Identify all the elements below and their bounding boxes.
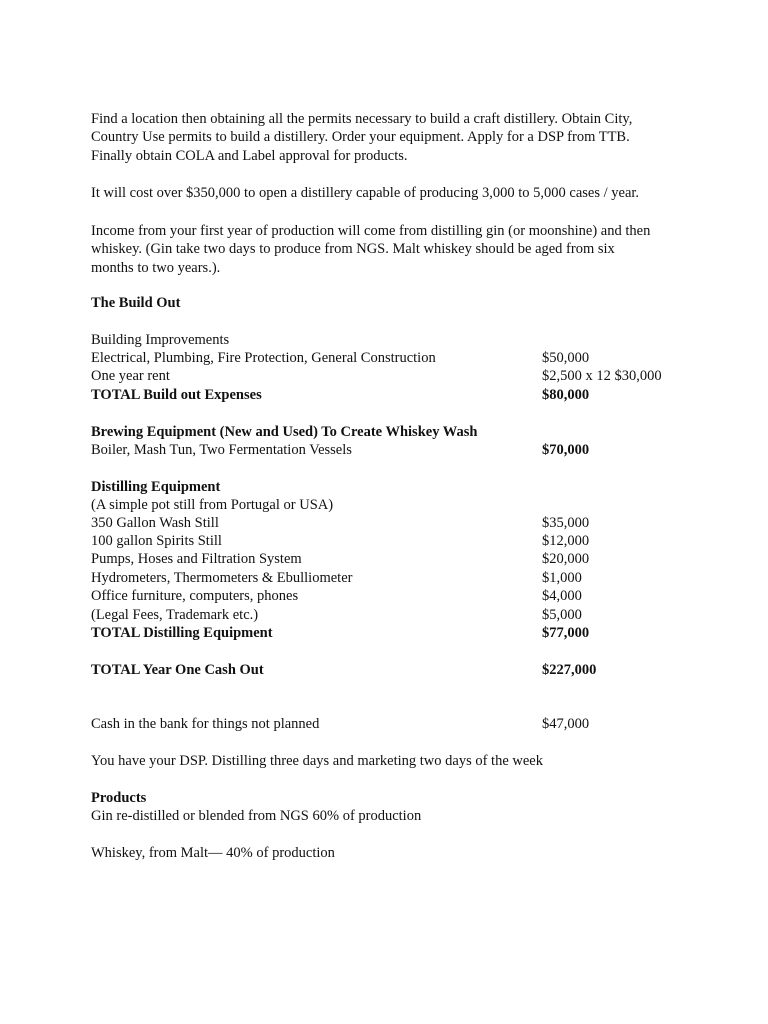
line-amount: $1,000 bbox=[542, 570, 582, 586]
line-amount: $70,000 bbox=[542, 442, 590, 458]
line-amount: $5,000 bbox=[542, 607, 582, 623]
line-amount: $77,000 bbox=[542, 625, 590, 641]
line-label: Electrical, Plumbing, Fire Protection, General Construction bbox=[91, 350, 436, 366]
income-paragraph bbox=[91, 222, 691, 277]
building-improvements-line: Building Improvements bbox=[91, 332, 230, 348]
intro-paragraph bbox=[91, 110, 691, 165]
line-amount: $35,000 bbox=[542, 515, 590, 531]
products-heading: Products bbox=[91, 790, 147, 806]
line-amount: $80,000 bbox=[542, 387, 590, 403]
line-amount: $20,000 bbox=[542, 551, 590, 567]
line-amount: $50,000 bbox=[542, 350, 590, 366]
distilling-item-line bbox=[91, 550, 691, 569]
brewing-items-line bbox=[91, 441, 691, 460]
line-label: (Legal Fees, Trademark etc.) bbox=[91, 607, 259, 623]
build-out-total-line bbox=[91, 386, 691, 405]
distilling-item-line bbox=[91, 606, 691, 625]
distilling-item-line bbox=[91, 514, 691, 533]
income-line: Income from your first year of production will come from distilling gin (or moonshine) and then bbox=[91, 223, 651, 239]
line-label: TOTAL Year One Cash Out bbox=[91, 662, 264, 678]
products-whiskey-line: Whiskey, from Malt— 40% of production bbox=[91, 845, 335, 861]
line-amount: $47,000 bbox=[542, 716, 590, 732]
distilling-item-line bbox=[91, 587, 691, 606]
line-label: TOTAL Build out Expenses bbox=[91, 387, 262, 403]
line-label: Office furniture, computers, phones bbox=[91, 588, 299, 604]
distilling-total-line bbox=[91, 624, 691, 643]
line-label: Hydrometers, Thermometers & Ebulliometer bbox=[91, 570, 353, 586]
income-line: months to two years.). bbox=[91, 259, 221, 276]
brewing-heading: Brewing Equipment (New and Used) To Create Whiskey Wash bbox=[91, 424, 478, 440]
distilling-heading: Distilling Equipment bbox=[91, 479, 221, 495]
line-label: One year rent bbox=[91, 368, 170, 384]
dsp-note-line: You have your DSP. Distilling three days and marketing two days of the week bbox=[91, 753, 543, 769]
intro-line: Finally obtain COLA and Label approval for products. bbox=[91, 147, 408, 164]
cash-bank-line bbox=[91, 715, 691, 734]
line-amount: $12,000 bbox=[542, 533, 590, 549]
distilling-item-line bbox=[91, 569, 691, 588]
line-label: Cash in the bank for things not planned bbox=[91, 716, 320, 732]
build-out-heading: The Build Out bbox=[91, 295, 181, 311]
products-gin-line: Gin re-distilled or blended from NGS 60% of production bbox=[91, 808, 422, 824]
line-label: TOTAL Distilling Equipment bbox=[91, 625, 273, 641]
cost-statement: It will cost over $350,000 to open a distillery capable of producing 3,000 to 5,000 cases / year. bbox=[91, 185, 640, 201]
rent-line bbox=[91, 367, 691, 386]
intro-line: Country Use permits to build a distillery. Order your equipment. Apply for a DSP from TTB. bbox=[91, 129, 630, 146]
line-label: 100 gallon Spirits Still bbox=[91, 533, 222, 549]
line-label: Boiler, Mash Tun, Two Fermentation Vessels bbox=[91, 442, 352, 458]
distilling-note: (A simple pot still from Portugal or USA) bbox=[91, 497, 334, 513]
line-amount: $227,000 bbox=[542, 662, 597, 678]
intro-line: Find a location then obtaining all the permits necessary to build a craft distillery. Obtain City, bbox=[91, 111, 633, 127]
year-one-total-line bbox=[91, 661, 691, 680]
electrical-line bbox=[91, 349, 691, 368]
income-line: whiskey. (Gin take two days to produce from NGS. Malt whiskey should be aged from six bbox=[91, 241, 615, 258]
line-label: 350 Gallon Wash Still bbox=[91, 515, 219, 531]
distilling-item-line bbox=[91, 532, 691, 551]
line-label: Pumps, Hoses and Filtration System bbox=[91, 551, 302, 567]
line-amount: $2,500 x 12 $30,000 bbox=[542, 368, 662, 384]
line-amount: $4,000 bbox=[542, 588, 582, 604]
